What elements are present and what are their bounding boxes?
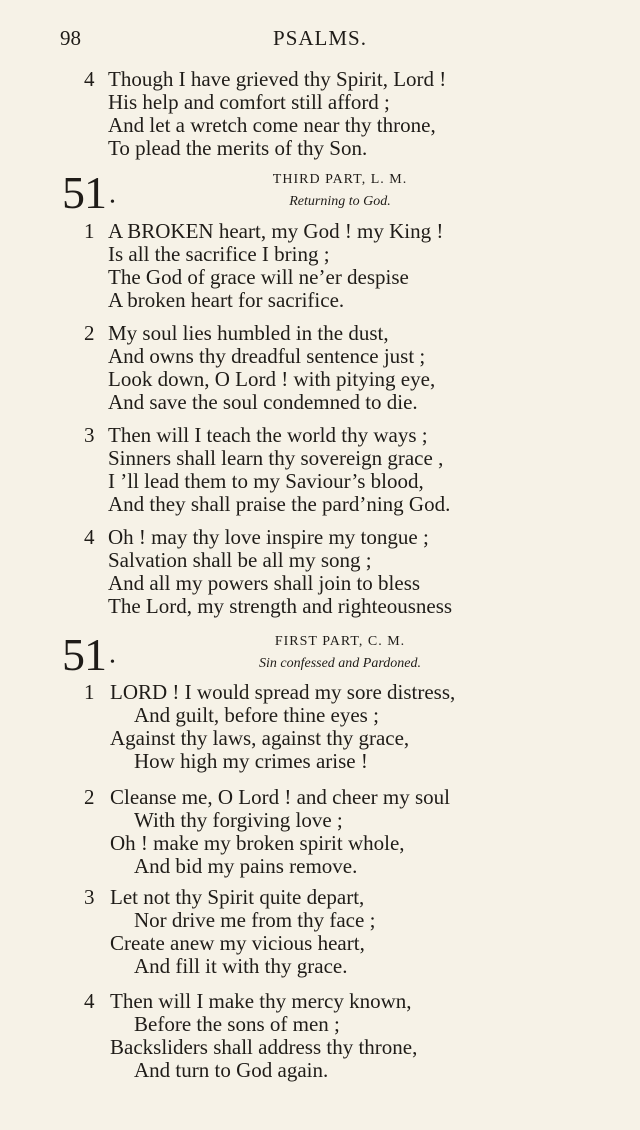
verse-line: My soul lies humbled in the dust,	[108, 321, 389, 345]
verse-line: Oh ! make my broken spirit whole,	[110, 831, 405, 855]
verse-line: LORD ! I would spread my sore distress,	[110, 680, 456, 704]
page-number: 98	[60, 26, 81, 50]
hymn-number: 51	[62, 167, 106, 218]
page-header	[0, 26, 640, 56]
verse-line: With thy forgiving love ;	[134, 808, 343, 832]
hymn-number-dot: •	[110, 195, 115, 210]
verse-number: 3	[84, 885, 95, 909]
verse-line: A broken heart for sacrifice.	[108, 288, 345, 312]
verse-line: I ’ll lead them to my Saviour’s blood,	[108, 469, 424, 493]
verse-line: The God of grace will ne’er despise	[108, 265, 409, 289]
verse-line: Create anew my vicious heart,	[110, 931, 365, 955]
verse-line: And bid my pains remove.	[134, 854, 358, 878]
verse-line: The Lord, my strength and righteousness	[108, 594, 453, 618]
hymn-number-dot: •	[110, 655, 115, 670]
verse-line: Then will I make thy mercy known,	[110, 989, 412, 1013]
verse-line: Before the sons of men ;	[134, 1012, 340, 1036]
verse-line: And guilt, before thine eyes ;	[134, 703, 379, 727]
verse-line: How high my crimes arise !	[134, 749, 368, 773]
verse-line: Oh ! may thy love inspire my tongue ;	[108, 525, 429, 549]
verse-number: 4	[84, 525, 95, 549]
verse-line: Cleanse me, O Lord ! and cheer my soul	[110, 785, 450, 809]
verse-line: Against thy laws, against thy grace,	[110, 726, 410, 750]
part-title: FIRST PART, C. M.	[274, 634, 406, 649]
verse-number: 1	[84, 219, 95, 243]
hymn-number: 51	[62, 629, 106, 680]
verse-line: A BROKEN heart, my God ! my King !	[108, 219, 444, 243]
verse-line: And owns thy dreadful sentence just ;	[108, 344, 426, 368]
verse-line: Let not thy Spirit quite depart,	[110, 885, 365, 909]
verse-number: 2	[84, 785, 95, 809]
verse-line: And fill it with thy grace.	[134, 954, 348, 978]
verse-number: 2	[84, 321, 95, 345]
verse-line: And turn to God again.	[134, 1058, 329, 1082]
hymn-subtitle: Sin confessed and Pardoned.	[258, 656, 421, 671]
verse-number: 4	[84, 67, 95, 91]
hymn-subtitle: Returning to God.	[289, 194, 391, 209]
verse-line: And let a wretch come near thy throne,	[108, 113, 436, 137]
running-title: PSALMS.	[273, 26, 367, 50]
verse-line: And save the soul condemned to die.	[108, 390, 418, 414]
verse-line: To plead the merits of thy Son.	[108, 136, 368, 160]
verse-line: And they shall praise the pard’ning God.	[108, 492, 451, 516]
part-title: THIRD PART, L. M.	[272, 172, 408, 187]
verse-line: Look down, O Lord ! with pitying eye,	[108, 367, 436, 391]
verse-line: His help and comfort still afford ;	[108, 90, 390, 114]
verse-line: And all my powers shall join to bless	[108, 571, 421, 595]
verse-number: 1	[84, 680, 95, 704]
verse-line: Backsliders shall address thy throne,	[110, 1035, 418, 1059]
verse-line: Then will I teach the world thy ways ;	[108, 423, 428, 447]
verse-line: Sinners shall learn thy sovereign grace ,	[108, 446, 444, 470]
verse-line: Though I have grieved thy Spirit, Lord !	[108, 67, 447, 91]
verse-line: Is all the sacrifice I bring ;	[108, 242, 330, 266]
verse-number: 3	[84, 423, 95, 447]
verse-line: Nor drive me from thy face ;	[134, 908, 376, 932]
verse-number: 4	[84, 989, 95, 1013]
verse-line: Salvation shall be all my song ;	[108, 548, 372, 572]
